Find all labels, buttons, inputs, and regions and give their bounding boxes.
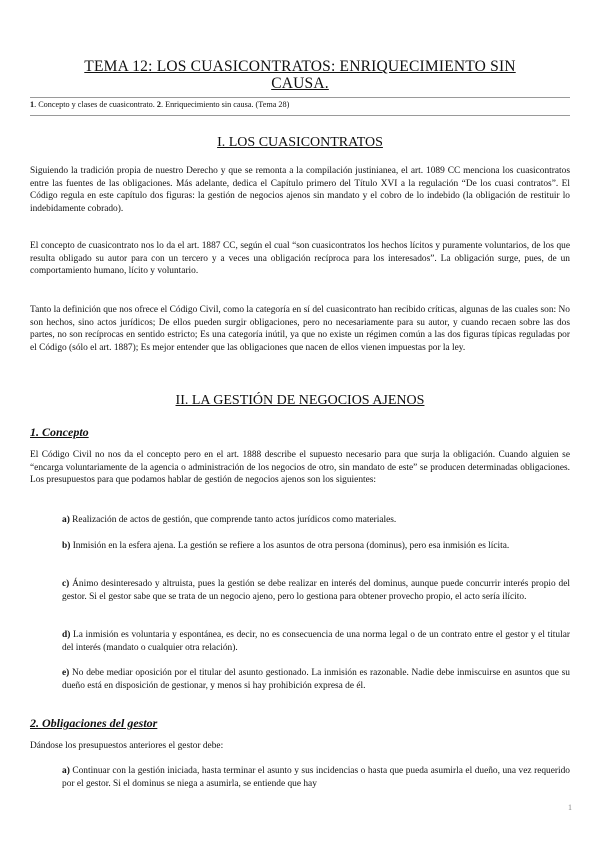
section-heading-gestion: II. LA GESTIÓN DE NEGOCIOS AJENOS (175, 393, 425, 408)
list-item-text: Realización de actos de gestión, que comprende tanto actos jurídicos como materiales. (69, 515, 397, 525)
subheading-concepto: 1. Concepto (30, 425, 89, 439)
list-item (62, 629, 570, 654)
list-item-text: Ánimo desinteresado y altruista, pues la gestión se debe realizar en interés del dominus, aunque puede concurrir interés propio del gestor. Si el gestor sabe que se trata de un negocio ajeno, pero lo gestiona para obtener provecho propio, el acto sería ilícito. (62, 579, 570, 602)
list-item-text: No debe mediar oposición por el titular del asunto gestionado. La inmisión es razonable. Nadie debe inmiscuirse en asuntos que su dueño está en disposición de gestionar, y menos si hay prohibición expresa de él. (62, 668, 570, 691)
topic-number-1: 1 (30, 100, 35, 109)
list-item (62, 578, 570, 603)
list-item-text: La inmisión es voluntaria y espontánea, es decir, no es consecuencia de una norma legal o de un contrato entre el gestor y el titular del interés (mandato o cualquier otra relación). (62, 630, 570, 653)
paragraph: El concepto de cuasicontrato nos lo da el art. 1887 CC, según el cual “son cuasicontratos los hechos lícitos y puramente voluntarios, de los que resulta obligado su autor para con un tercero y a veces una obligación recíproca para los interesados”. La obligación surge, pues, de un comportamiento humano, lícito y voluntario. (30, 241, 570, 277)
paragraph: Siguiendo la tradición propia de nuestro Derecho y que se remonta a la compilación justinianea, el art. 1089 CC menciona los cuasicontratos entre las fuentes de las obligaciones. Más adelante, dedica el Capítulo primero del Título XVI a la regulación “De los cuasi contratos”. El Código regula en este capítulo dos figuras: la gestión de negocios ajenos sin mandato y el cobro de lo indebido (la obligación de restituir lo indebidamente cobrado). (30, 166, 570, 214)
list-item-text: Inmisión en la esfera ajena. La gestión se refiere a los asuntos de otra persona (dominus), pero esa inmisión es lícita. (70, 541, 510, 551)
document-title: TEMA 12: LOS CUASICONTRATOS: ENRIQUECIMIENTO SIN CAUSA. (84, 58, 516, 92)
divider-top (30, 97, 570, 98)
section-heading-cuasicontratos: I. LOS CUASICONTRATOS (217, 135, 383, 150)
paragraph: Dándose los presupuestos anteriores el gestor debe: (30, 741, 224, 751)
list-item (62, 667, 570, 692)
list-item-label: a) (62, 766, 70, 776)
topics-line (30, 100, 289, 110)
list-item-label: a) (62, 515, 70, 525)
subheading-obligaciones: 2. Obligaciones del gestor (30, 716, 158, 730)
list-item-label: d) (62, 630, 71, 640)
list-item-label: e) (62, 668, 70, 678)
list-item-text: Continuar con la gestión iniciada, hasta terminar el asunto y sus incidencias o hasta que pueda asumirla el dueño, una vez requerido por el gestor. Si el dominus se niega a asumirla, se entiende que hay (62, 766, 570, 789)
paragraph: El Código Civil no nos da el concepto pero en el art. 1888 describe el supuesto necesario para que surja la obligación. Cuando alguien se “encarga voluntariamente de la agencia o administración de los negocios de otro, sin mandato de este” se producen determinadas obligaciones. Los presupuestos para que podamos hablar de gestión de negocios ajenos son los siguientes: (30, 450, 570, 486)
list-item (62, 540, 570, 553)
list-item (62, 765, 570, 790)
topic-text-2: . Enriquecimiento sin causa. (Tema 28) (160, 100, 290, 109)
list-item-label: c) (62, 579, 70, 589)
divider-bottom (30, 115, 570, 116)
page-number: 1 (568, 803, 572, 812)
paragraph: Tanto la definición que nos ofrece el Código Civil, como la categoría en sí del cuasicontrato han recibido críticas, algunas de las cuales son: No son hechos, sino actos jurídicos; De ellos pueden surgir obligaciones, pero no necesariamente para su autor, y cuando recaen sobre las dos partes, no son recíprocas en sentido estricto; Es una categoría inútil, ya que no existe un régimen común a las dos figuras típicas reguladas por el Código (sólo el art. 1887); Es mejor entender que las obligaciones que nacen de ellos vienen impuestas por la ley. (30, 305, 570, 353)
topic-number-2: 2 (156, 100, 161, 109)
list-item-label: b) (62, 541, 71, 551)
topic-text-1: . Concepto y clases de cuasicontrato. (34, 100, 157, 109)
list-item (62, 514, 570, 527)
